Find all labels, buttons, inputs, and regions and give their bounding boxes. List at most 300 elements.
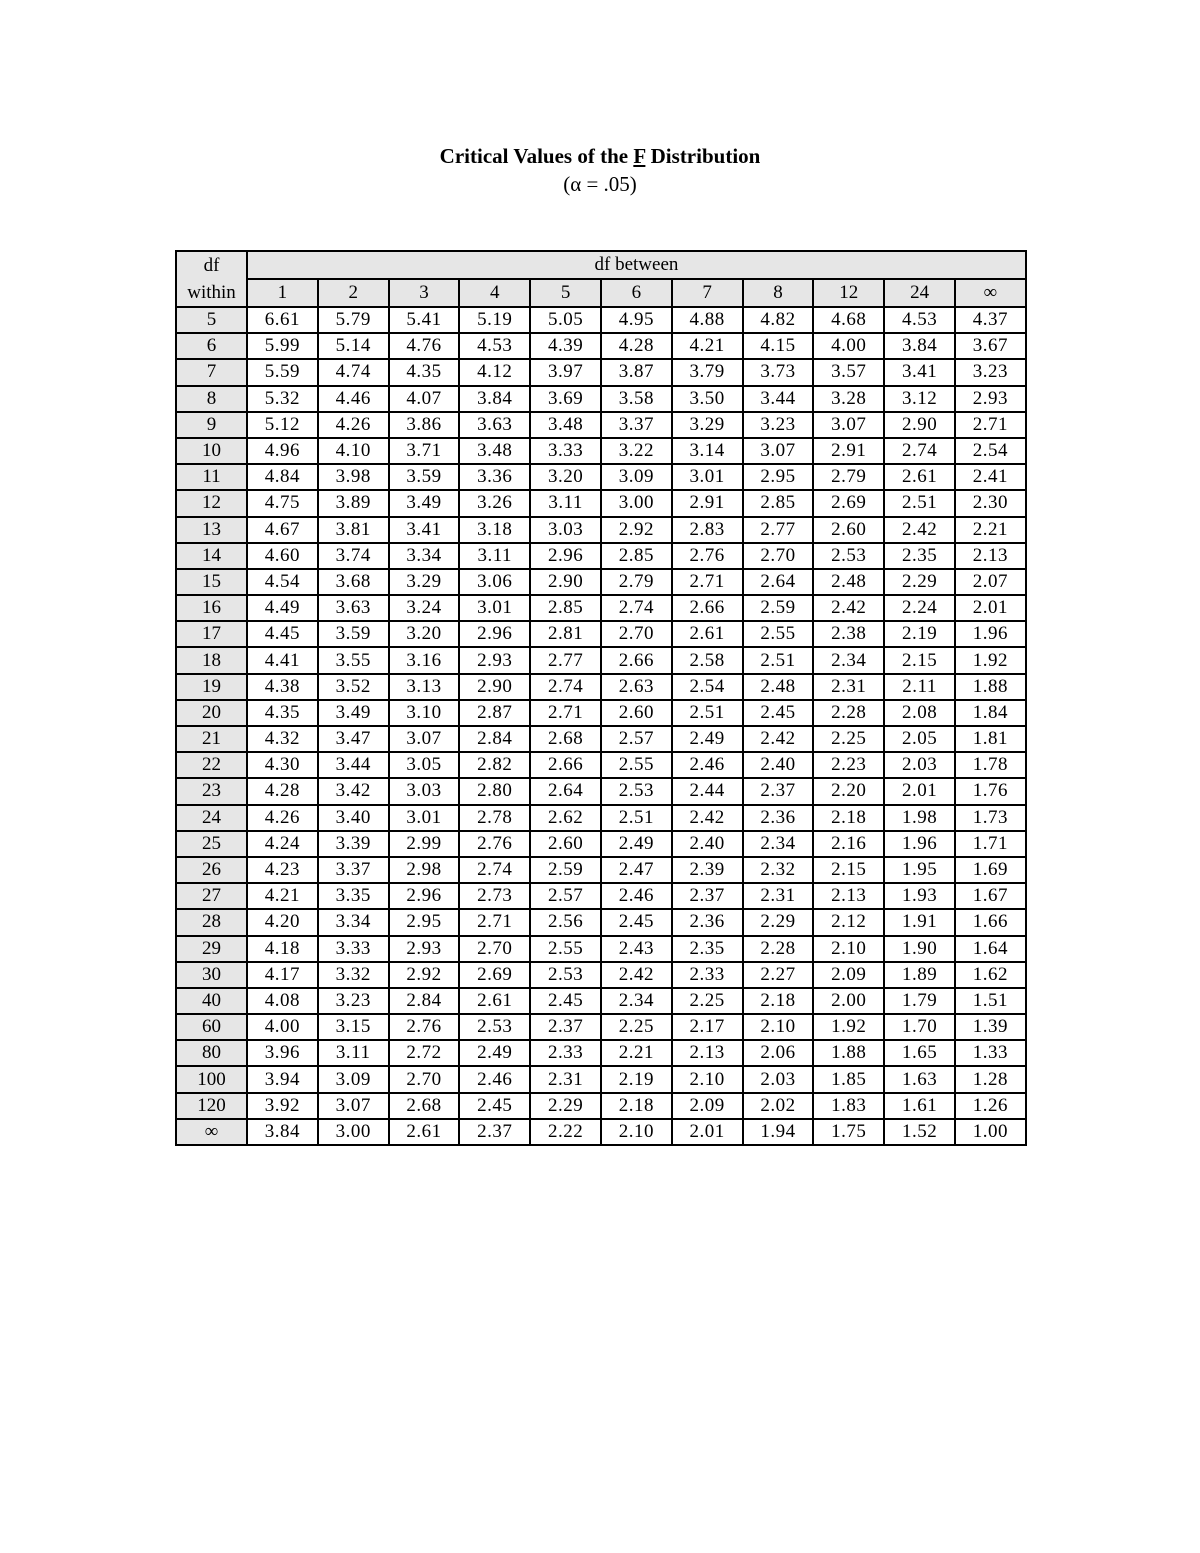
table-cell: 4.24: [247, 831, 318, 857]
column-header: 12: [813, 279, 884, 307]
table-cell: 2.76: [672, 543, 743, 569]
table-cell: 3.59: [318, 621, 389, 647]
table-cell: 5.12: [247, 412, 318, 438]
row-header-df-within: 120: [176, 1093, 247, 1119]
table-cell: 1.95: [884, 857, 955, 883]
table-cell: 3.24: [389, 595, 460, 621]
table-cell: 2.68: [530, 726, 601, 752]
table-cell: 1.62: [955, 962, 1026, 988]
table-cell: 2.10: [743, 1014, 814, 1040]
table-cell: 2.29: [530, 1093, 601, 1119]
table-cell: 3.18: [459, 517, 530, 543]
table-cell: 3.50: [672, 386, 743, 412]
table-row: [176, 307, 1026, 333]
table-cell: 3.09: [601, 464, 672, 490]
table-cell: 2.37: [743, 778, 814, 804]
table-cell: 2.43: [601, 936, 672, 962]
table-cell: 2.51: [884, 490, 955, 516]
table-cell: 2.18: [743, 988, 814, 1014]
table-cell: 3.33: [318, 936, 389, 962]
column-header: ∞: [955, 279, 1026, 307]
table-cell: 3.74: [318, 543, 389, 569]
table-cell: 5.59: [247, 359, 318, 385]
row-header-df-within: 12: [176, 490, 247, 516]
table-cell: 2.33: [530, 1040, 601, 1066]
table-cell: 2.60: [601, 700, 672, 726]
table-cell: 4.74: [318, 359, 389, 385]
table-cell: 3.20: [530, 464, 601, 490]
table-cell: 3.41: [884, 359, 955, 385]
table-cell: 2.27: [743, 962, 814, 988]
table-row: [176, 752, 1026, 778]
table-cell: 2.85: [530, 595, 601, 621]
table-cell: 3.32: [318, 962, 389, 988]
table-cell: 4.39: [530, 333, 601, 359]
table-cell: 2.68: [389, 1093, 460, 1119]
table-cell: 2.74: [530, 674, 601, 700]
row-header-df-within: 40: [176, 988, 247, 1014]
table-cell: 2.49: [601, 831, 672, 857]
table-cell: 2.85: [743, 490, 814, 516]
page-title: [0, 143, 1200, 169]
table-cell: 3.11: [318, 1040, 389, 1066]
table-cell: 3.44: [743, 386, 814, 412]
table-cell: 2.70: [459, 936, 530, 962]
table-row: [176, 1093, 1026, 1119]
table-cell: 2.66: [672, 595, 743, 621]
table-cell: 3.49: [318, 700, 389, 726]
table-cell: 3.42: [318, 778, 389, 804]
table-cell: 2.93: [955, 386, 1026, 412]
table-cell: 3.52: [318, 674, 389, 700]
table-cell: 3.67: [955, 333, 1026, 359]
table-cell: 1.78: [955, 752, 1026, 778]
table-cell: 2.76: [459, 831, 530, 857]
table-cell: 2.45: [530, 988, 601, 1014]
table-cell: 1.00: [955, 1119, 1026, 1145]
table-cell: 2.42: [601, 962, 672, 988]
table-row: [176, 517, 1026, 543]
table-cell: 1.84: [955, 700, 1026, 726]
table-cell: 3.34: [318, 909, 389, 935]
row-header-df-within: 18: [176, 647, 247, 673]
table-cell: 2.70: [601, 621, 672, 647]
table-cell: 2.54: [672, 674, 743, 700]
table-cell: 2.13: [672, 1040, 743, 1066]
table-cell: 2.37: [459, 1119, 530, 1145]
table-cell: 3.36: [459, 464, 530, 490]
table-cell: 2.53: [530, 962, 601, 988]
table-row: [176, 674, 1026, 700]
table-cell: 2.48: [743, 674, 814, 700]
table-cell: 3.13: [389, 674, 460, 700]
table-cell: 2.15: [884, 647, 955, 673]
table-cell: 2.21: [601, 1040, 672, 1066]
table-cell: 2.71: [955, 412, 1026, 438]
table-cell: 2.66: [601, 647, 672, 673]
table-cell: 3.71: [389, 438, 460, 464]
table-cell: 3.41: [389, 517, 460, 543]
table-cell: 1.65: [884, 1040, 955, 1066]
corner-header: [176, 251, 247, 307]
table-cell: 1.79: [884, 988, 955, 1014]
table-cell: 2.34: [813, 647, 884, 673]
table-cell: 2.93: [459, 647, 530, 673]
table-cell: 2.46: [459, 1066, 530, 1092]
table-cell: 3.87: [601, 359, 672, 385]
table-cell: 3.20: [389, 621, 460, 647]
table-cell: 4.20: [247, 909, 318, 935]
table-cell: 1.73: [955, 805, 1026, 831]
table-cell: 4.26: [247, 805, 318, 831]
table-cell: 1.90: [884, 936, 955, 962]
row-header-df-within: ∞: [176, 1119, 247, 1145]
table-cell: 3.37: [601, 412, 672, 438]
table-cell: 4.67: [247, 517, 318, 543]
table-cell: 3.57: [813, 359, 884, 385]
table-row: [176, 1040, 1026, 1066]
table-cell: 1.93: [884, 883, 955, 909]
table-cell: 3.23: [743, 412, 814, 438]
table-cell: 2.80: [459, 778, 530, 804]
table-cell: 3.35: [318, 883, 389, 909]
f-distribution-table: [175, 250, 1027, 1146]
table-cell: 2.69: [813, 490, 884, 516]
table-cell: 4.21: [672, 333, 743, 359]
table-cell: 3.03: [389, 778, 460, 804]
table-cell: 1.96: [884, 831, 955, 857]
table-cell: 4.37: [955, 307, 1026, 333]
table-cell: 2.35: [884, 543, 955, 569]
table-cell: 4.07: [389, 386, 460, 412]
table-cell: 2.31: [743, 883, 814, 909]
table-cell: 5.19: [459, 307, 530, 333]
table-cell: 3.26: [459, 490, 530, 516]
page-subtitle: (α = .05): [563, 172, 637, 196]
table-row: [176, 386, 1026, 412]
table-cell: 2.40: [672, 831, 743, 857]
table-cell: 3.29: [389, 569, 460, 595]
table-cell: 2.01: [672, 1119, 743, 1145]
table-cell: 3.59: [389, 464, 460, 490]
table-cell: 3.03: [530, 517, 601, 543]
table-cell: 2.02: [743, 1093, 814, 1119]
table-row: [176, 936, 1026, 962]
table-cell: 2.33: [672, 962, 743, 988]
table-row: [176, 778, 1026, 804]
table-cell: 2.53: [459, 1014, 530, 1040]
row-header-df-within: 26: [176, 857, 247, 883]
table-row: [176, 595, 1026, 621]
table-cell: 3.84: [247, 1119, 318, 1145]
table-cell: 2.93: [389, 936, 460, 962]
table-cell: 2.60: [530, 831, 601, 857]
table-cell: 2.55: [601, 752, 672, 778]
table-cell: 2.74: [884, 438, 955, 464]
table-cell: 2.60: [813, 517, 884, 543]
column-header: 4: [459, 279, 530, 307]
table-cell: 2.83: [672, 517, 743, 543]
table-cell: 2.16: [813, 831, 884, 857]
column-header: 24: [884, 279, 955, 307]
table-cell: 2.71: [459, 909, 530, 935]
table-cell: 3.63: [318, 595, 389, 621]
table-cell: 2.13: [955, 543, 1026, 569]
table-cell: 2.74: [459, 857, 530, 883]
table-cell: 2.54: [955, 438, 1026, 464]
table-cell: 4.00: [813, 333, 884, 359]
table-row: [176, 831, 1026, 857]
column-header: 1: [247, 279, 318, 307]
column-header: 7: [672, 279, 743, 307]
table-cell: 2.39: [672, 857, 743, 883]
table-row: [176, 412, 1026, 438]
table-cell: 2.19: [884, 621, 955, 647]
table-cell: 3.81: [318, 517, 389, 543]
table-cell: 2.76: [389, 1014, 460, 1040]
table-cell: 2.45: [601, 909, 672, 935]
table-cell: 2.03: [884, 752, 955, 778]
row-header-df-within: 5: [176, 307, 247, 333]
table-cell: 3.07: [813, 412, 884, 438]
table-cell: 2.34: [743, 831, 814, 857]
table-cell: 2.08: [884, 700, 955, 726]
table-cell: 2.82: [459, 752, 530, 778]
table-cell: 2.00: [813, 988, 884, 1014]
row-header-df-within: 14: [176, 543, 247, 569]
table-cell: 3.58: [601, 386, 672, 412]
table-cell: 2.77: [743, 517, 814, 543]
table-cell: 2.57: [601, 726, 672, 752]
column-header: 3: [389, 279, 460, 307]
table-row: [176, 700, 1026, 726]
column-header: 2: [318, 279, 389, 307]
table-cell: 2.99: [389, 831, 460, 857]
table-cell: 2.61: [884, 464, 955, 490]
table-cell: 3.07: [318, 1093, 389, 1119]
table-cell: 2.49: [672, 726, 743, 752]
table-row: [176, 569, 1026, 595]
table-cell: 3.92: [247, 1093, 318, 1119]
table-row: [176, 359, 1026, 385]
table-cell: 2.23: [813, 752, 884, 778]
table-cell: 4.60: [247, 543, 318, 569]
table-cell: 3.48: [530, 412, 601, 438]
row-header-df-within: 60: [176, 1014, 247, 1040]
table-cell: 2.24: [884, 595, 955, 621]
table-cell: 2.28: [813, 700, 884, 726]
table-cell: 3.73: [743, 359, 814, 385]
table-cell: 4.96: [247, 438, 318, 464]
table-cell: 2.92: [389, 962, 460, 988]
row-header-df-within: 25: [176, 831, 247, 857]
column-header: 6: [601, 279, 672, 307]
table-cell: 2.45: [459, 1093, 530, 1119]
table-cell: 2.61: [389, 1119, 460, 1145]
table-cell: 2.47: [601, 857, 672, 883]
table-cell: 1.67: [955, 883, 1026, 909]
table-cell: 2.19: [601, 1066, 672, 1092]
table-cell: 4.12: [459, 359, 530, 385]
table-cell: 2.40: [743, 752, 814, 778]
row-header-df-within: 23: [176, 778, 247, 804]
table-cell: 2.44: [672, 778, 743, 804]
table-cell: 2.56: [530, 909, 601, 935]
table-cell: 5.41: [389, 307, 460, 333]
table-cell: 2.38: [813, 621, 884, 647]
table-cell: 2.71: [672, 569, 743, 595]
table-cell: 4.45: [247, 621, 318, 647]
table-cell: 1.91: [884, 909, 955, 935]
table-cell: 2.92: [601, 517, 672, 543]
table-cell: 2.07: [955, 569, 1026, 595]
row-header-df-within: 17: [176, 621, 247, 647]
table-cell: 2.36: [672, 909, 743, 935]
table-row: [176, 909, 1026, 935]
table-cell: 4.21: [247, 883, 318, 909]
row-header-df-within: 28: [176, 909, 247, 935]
table-cell: 2.18: [601, 1093, 672, 1119]
table-cell: 3.15: [318, 1014, 389, 1040]
table-row: [176, 883, 1026, 909]
table-cell: 3.23: [955, 359, 1026, 385]
table-cell: 1.71: [955, 831, 1026, 857]
row-header-df-within: 11: [176, 464, 247, 490]
table-cell: 4.35: [247, 700, 318, 726]
table-cell: 3.37: [318, 857, 389, 883]
table-cell: 1.85: [813, 1066, 884, 1092]
table-cell: 3.01: [389, 805, 460, 831]
table-cell: 2.22: [530, 1119, 601, 1145]
row-header-df-within: 20: [176, 700, 247, 726]
table-cell: 2.34: [601, 988, 672, 1014]
table-cell: 2.70: [389, 1066, 460, 1092]
table-cell: 2.42: [743, 726, 814, 752]
table-cell: 1.69: [955, 857, 1026, 883]
table-cell: 2.77: [530, 647, 601, 673]
table-cell: 4.84: [247, 464, 318, 490]
table-row: [176, 464, 1026, 490]
table-cell: 3.49: [389, 490, 460, 516]
table-cell: 4.88: [672, 307, 743, 333]
table-cell: 1.83: [813, 1093, 884, 1119]
header-row-group: [176, 251, 1026, 279]
table-cell: 2.46: [672, 752, 743, 778]
table-cell: 2.37: [672, 883, 743, 909]
table-cell: 4.28: [247, 778, 318, 804]
table-cell: 4.28: [601, 333, 672, 359]
row-header-df-within: 8: [176, 386, 247, 412]
table-cell: 2.48: [813, 569, 884, 595]
table-cell: 4.30: [247, 752, 318, 778]
table-cell: 3.07: [743, 438, 814, 464]
table-cell: 4.54: [247, 569, 318, 595]
table-cell: 1.81: [955, 726, 1026, 752]
table-cell: 2.63: [601, 674, 672, 700]
table-cell: 3.84: [884, 333, 955, 359]
table-cell: 2.01: [955, 595, 1026, 621]
table-cell: 3.89: [318, 490, 389, 516]
table-cell: 2.53: [601, 778, 672, 804]
table-row: [176, 621, 1026, 647]
table-cell: 2.53: [813, 543, 884, 569]
row-header-df-within: 10: [176, 438, 247, 464]
table-cell: 3.48: [459, 438, 530, 464]
table-cell: 2.09: [672, 1093, 743, 1119]
table-cell: 2.31: [813, 674, 884, 700]
table-cell: 3.29: [672, 412, 743, 438]
table-cell: 2.10: [601, 1119, 672, 1145]
corner-within-label: within: [187, 282, 236, 303]
row-header-df-within: 15: [176, 569, 247, 595]
table-cell: 3.28: [813, 386, 884, 412]
table-cell: 2.66: [530, 752, 601, 778]
table-cell: 3.63: [459, 412, 530, 438]
table-row: [176, 333, 1026, 359]
table-cell: 5.05: [530, 307, 601, 333]
table-cell: 4.76: [389, 333, 460, 359]
table-cell: 4.23: [247, 857, 318, 883]
table-cell: 2.25: [813, 726, 884, 752]
table-cell: 1.52: [884, 1119, 955, 1145]
table-cell: 4.41: [247, 647, 318, 673]
table-cell: 2.21: [955, 517, 1026, 543]
table-cell: 3.14: [672, 438, 743, 464]
table-cell: 2.10: [813, 936, 884, 962]
header-row-columns: [176, 279, 1026, 307]
table-cell: 4.75: [247, 490, 318, 516]
table-row: [176, 490, 1026, 516]
corner-df-label: df: [203, 255, 220, 276]
column-header: 8: [743, 279, 814, 307]
table-cell: 1.66: [955, 909, 1026, 935]
table-cell: 1.76: [955, 778, 1026, 804]
table-cell: 2.29: [884, 569, 955, 595]
table-cell: 4.68: [813, 307, 884, 333]
table-row: [176, 857, 1026, 883]
table-cell: 2.30: [955, 490, 1026, 516]
table-cell: 3.96: [247, 1040, 318, 1066]
table-cell: 4.38: [247, 674, 318, 700]
table-cell: 4.49: [247, 595, 318, 621]
table-cell: 1.64: [955, 936, 1026, 962]
table-cell: 4.53: [884, 307, 955, 333]
table-cell: 5.99: [247, 333, 318, 359]
row-header-df-within: 80: [176, 1040, 247, 1066]
table-cell: 6.61: [247, 307, 318, 333]
table-cell: 3.47: [318, 726, 389, 752]
table-cell: 2.18: [813, 805, 884, 831]
row-header-df-within: 100: [176, 1066, 247, 1092]
table-cell: 1.89: [884, 962, 955, 988]
table-cell: 2.29: [743, 909, 814, 935]
table-row: [176, 1119, 1026, 1145]
table-cell: 2.96: [389, 883, 460, 909]
table-cell: 2.64: [530, 778, 601, 804]
table-cell: 3.07: [389, 726, 460, 752]
table-cell: 2.37: [530, 1014, 601, 1040]
row-header-df-within: 6: [176, 333, 247, 359]
table-cell: 3.34: [389, 543, 460, 569]
table-cell: 3.00: [601, 490, 672, 516]
table-cell: 2.61: [459, 988, 530, 1014]
table-cell: 2.28: [743, 936, 814, 962]
table-cell: 1.70: [884, 1014, 955, 1040]
table-cell: 2.90: [884, 412, 955, 438]
df-between-header: df between: [247, 251, 1026, 279]
row-header-df-within: 29: [176, 936, 247, 962]
table-cell: 2.17: [672, 1014, 743, 1040]
